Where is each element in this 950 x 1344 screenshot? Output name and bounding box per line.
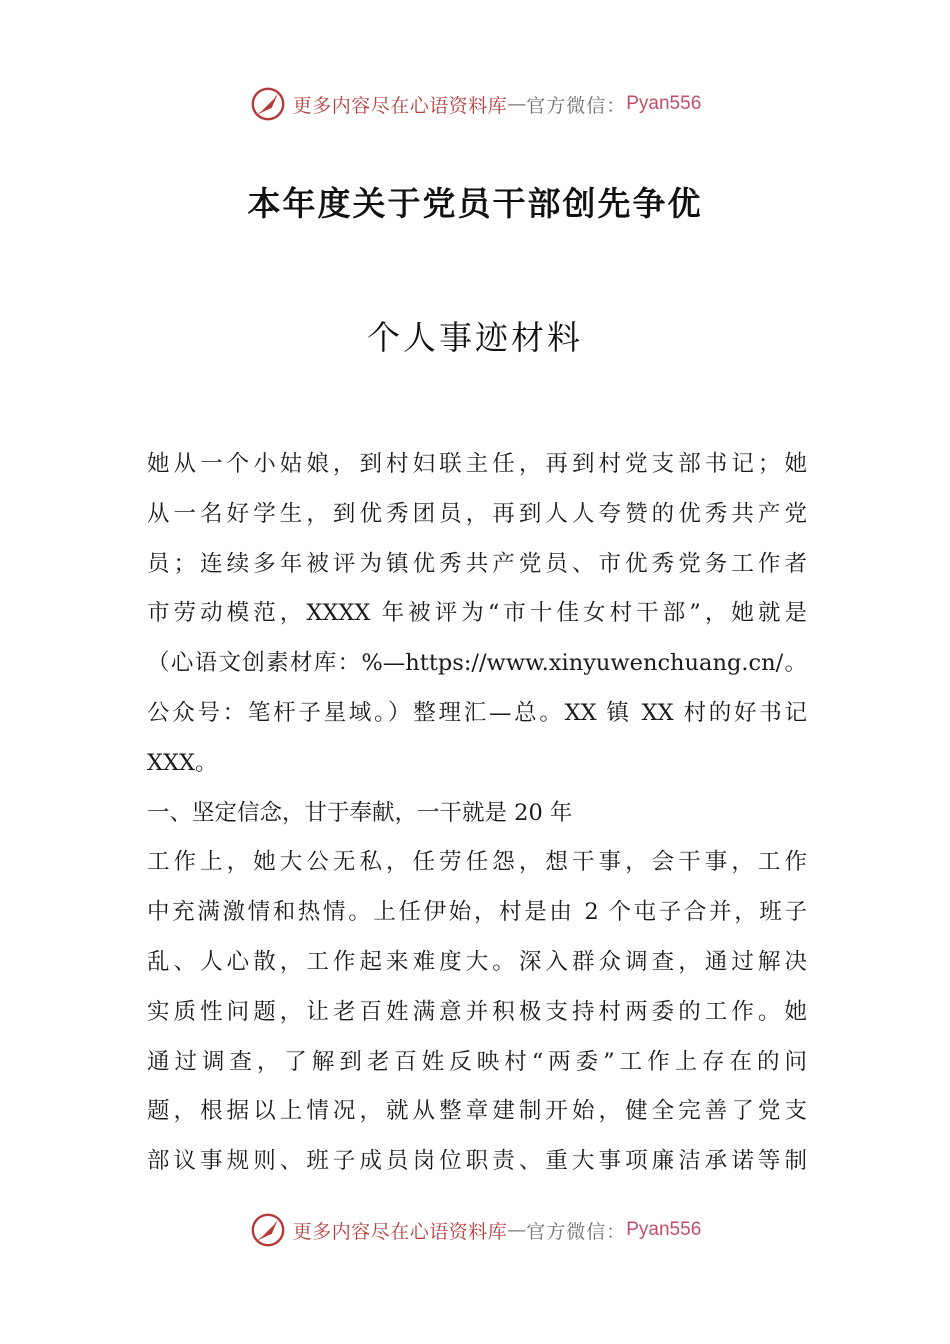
body-line: XXX。	[147, 749, 218, 776]
document-title-line1: 本年度关于党员干部创先争优	[247, 184, 703, 223]
body-line: 从一名好学生，到优秀团员，再到人人夸赞的优秀共产党	[147, 500, 807, 527]
banner-wechat-label: 官方微信：	[526, 94, 627, 117]
banner-dash: —	[507, 1219, 527, 1241]
body-line: 乱、人心散，工作起来难度大。深入群众调查，通过解决	[147, 948, 807, 975]
quill-logo-icon	[249, 85, 287, 123]
body-line: 公众号：笔杆子星域。）整理汇—总。XX 镇 XX 村的好书记	[147, 699, 807, 726]
body-line: 实质性问题，让老百姓满意并积极支持村两委的工作。她	[147, 998, 807, 1025]
banner-wechat-id: Pyan556	[626, 1219, 702, 1240]
body-line: 员；连续多年被评为镇优秀共产党员、市优秀党务工作者	[147, 550, 807, 577]
body-line: 她从一个小姑娘，到村妇联主任，再到村党支部书记；她	[147, 451, 807, 477]
banner-site-text: 更多内容尽在心语资料库	[292, 94, 508, 117]
body-line: 市劳动模范，XXXX 年被评为“市十佳女村干部”，她就是	[147, 600, 807, 627]
body-line: （心语文创素材库：%—https://www.xinyuwenchuang.cn/。	[147, 650, 807, 677]
banner-site-text: 更多内容尽在心语资料库	[292, 1220, 508, 1243]
quill-logo-icon	[249, 1211, 287, 1249]
banner-wechat-label: 官方微信：	[526, 1220, 627, 1243]
header-watermark-banner	[0, 84, 950, 124]
body-line: 工作上，她大公无私，任劳任怨，想干事，会干事，工作	[147, 849, 807, 876]
document-body	[147, 440, 807, 1187]
section-heading: 一、坚定信念，甘于奉献，一干就是 20 年	[147, 799, 573, 826]
document-title-line2: 个人事迹材料	[367, 318, 583, 357]
banner-dash: —	[507, 93, 527, 115]
body-line: 部议事规则、班子成员岗位职责、重大事项廉洁承诺等制	[147, 1148, 807, 1175]
footer-watermark-banner	[0, 1210, 950, 1250]
body-line: 中充满激情和热情。上任伊始，村是由 2 个屯子合并，班子	[147, 899, 807, 926]
body-line: 题，根据以上情况，就从整章建制开始，健全完善了党支	[147, 1098, 807, 1125]
banner-wechat-id: Pyan556	[626, 93, 702, 114]
body-line: 通过调查，了解到老百姓反映村“两委”工作上存在的问	[147, 1048, 807, 1075]
